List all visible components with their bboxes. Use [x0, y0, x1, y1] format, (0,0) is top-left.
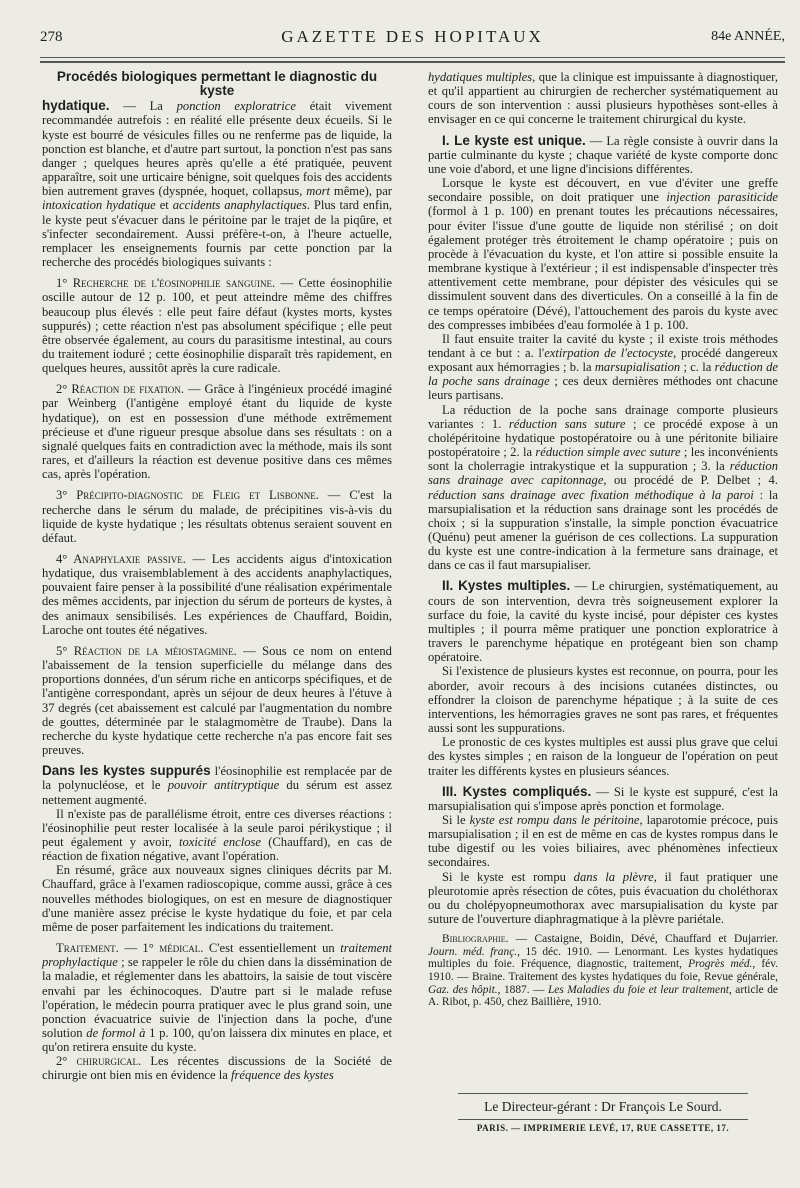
bibliography: Bibliographie. — Castaigne, Boidin, Dévé, Chauffard et Dujarrier. Journ. méd. franç., 15 déc. 1910. — Lenormant. Les kystes hydatiques multiples du foie. Fréquence, diagnostic, traitement, Progrès méd., fév. 1910. — Braine. Traitement des kystes hydatiques du foie, Revue générale, Gaz. des hôpit., 1887. — Les Maladies du foie et leur traitement, article de A. Ribot, p. 450, chez Baillière, 1910. [428, 933, 779, 1009]
traitement-paragraph: Traitement. — 1° médical. C'est essentiellement un traitement prophylactique ; se rappeler le rôle du chien dans la dissémination de la maladie, et réglementer dans les abattoirs, la saisie de tout viscère envahi par les échinocoques. D'autre part si le malade refuse l'opération, le médecin pourra pratiquer avec le plus grand soin, une ponction évacuatrice suivie de l'injection dans la poche, d'une solution de formol à 1 p. 100, qu'on laissera dix minutes en place, et qu'on retirera ensuite du kyste. [42, 941, 392, 1055]
continuation-paragraph: hydatiques multiples, que la clinique est impuissante à diagnostiquer, et qu'il appartient au chirurgien de rechercher systématiquement au cours de son intervention : aussi plusieurs hypothèses sont-elles à envisager en ce qui concerne le traitement chirurgical du kyste. [428, 70, 778, 127]
kystes-compliques-paragraph: III. Kystes compliqués. — Si le kyste est suppuré, c'est la marsupialisation qui s'impose après ponction et formolage. [428, 783, 779, 813]
header-rule [40, 57, 785, 58]
article-heading: Procédés biologiques permettant le diagnostic du kyste [56, 69, 378, 99]
footer-block [428, 1093, 778, 1133]
intro-paragraph: hydatique. — La ponction exploratrice était vivement recommandée autrefois : en réalité elle présente deux écueils. Si le kyste est bourré de vésicules filles ou ne renferme pas de liquide, la ponction est blanche, et d'autre part surtout, la ponction n'est pas sans danger ; quelques heures après qu'elle a été pratiquée, peuvent apparaître, soit une urticaire bénigne, soit quelques fois des accidents bien autrement graves (dyspnée, hoquet, collapsus, mort même), par intoxication hydatique et accidents anaphylactiques. Plus tard enfin, le kyste peut s'évacuer dans le péritoine par le trajet de la piqûre, et s'infecter secondairement. Aussi préfère-t-on, à l'heure actuelle, remplacer les enseignements fournis par cette ponction par la recherche des procédés biologiques suivants : [42, 98, 393, 270]
right-column [428, 70, 778, 1009]
resume-paragraph: En résumé, grâce aux nouveaux signes cliniques décrits par M. Chauffard, grâce à l'examen radioscopique, comme aussi, grâce à ces nouvelles méthodes biologiques, on est en mesure de diagnostiquer d'une manière assez précise le kyste hydatique du foie, et par cela même de poser parfaitement les indications du traitement. [42, 863, 392, 934]
pronostic-paragraph: Le pronostic de ces kystes multiples est aussi plus grave que celui des kystes simples ; en raison de la longueur de l'opération on peut traiter les différents kystes en plusieurs séances. [428, 735, 778, 778]
rompu-peritoine-paragraph: Si le kyste est rompu dans le péritoine, laparotomie précoce, puis marsupialisation ; il en est de même en cas de kystes rompus dans le tube digestif ou les voies biliaires, avec phénomènes infectieux secondaires. [428, 812, 779, 870]
decouverte-paragraph: Lorsque le kyste est découvert, en vue d'éviter une greffe secondaire possible, on doit pratiquer une injection parasiticide (formol à 1 p. 100) en prenant toutes les précautions nécessaires, pour éviter l'issue d'une goutte de liquide non stérilisé ; on doit également protéger très étroitement le champ opératoire ; puis on procède à l'évacuation du kyste, et l'on attire si possible ensuite la membrane kystique à l'extérieur ; il est indispensable d'inspecter très attentivement cette membrane, pour dépister des vésicules qui se dissimulent souvent dans des diverticules. On a conseillé à la fin de ce temps opératoire (Dévé), l'attouchement des parois du kyste avec des compresses imbibées d'eau formolée à 1 p. 100. [428, 176, 778, 332]
section-eosinophilie: 1° Recherche de l'éosinophilie sanguine. — Cette éosinophilie oscille autour de 12 p. 100, et peut atteindre même des chiffres beaucoup plus élevés : elle peut faire défaut (kystes morts, kystes suppurés) ; cette réaction n'est pas absolument spécifique ; elle peut être observée également, au cours du parasitisme intestinal, au cours du traitement ioduré ; cette éosinophilie disparaît très rapidement, en quelques heures, aussitôt après la cure radicale. [42, 276, 392, 376]
kystes-multiples-paragraph: II. Kystes multiples. — Le chirurgien, systématiquement, au cours de son intervention, devra très soigneusement explorer la surface du foie, la cavité du kyste incisé, pour dépister ces kystes multiples ; il pourra même pratiquer une ponction exploratrice à travers le parenchyme hépatique en protégeant bien son champ opératoire. [428, 578, 779, 665]
kyste-unique-paragraph: I. Le kyste est unique. — La règle consiste à ouvrir dans la partie culminante du kyste ; chaque variété de kyste comporte donc une voie d'abord, et une ligne d'incisions différentes. [428, 132, 778, 176]
section-fixation: 2° Réaction de fixation. — Grâce à l'ingénieux procédé imaginé par Weinberg (l'antigène employé étant du liquide de kyste hydatique), on est en possession d'une méthode extrêmement précieuse et d'une rigueur presque absolue dans ses résultats : on a signalé quelques faits en contradiction avec la méthode, mais ils sont rares, et d'ailleurs la réaction est devenue positive dans ces mêmes cas, après l'opération. [42, 382, 392, 482]
reduction-paragraph: La réduction de la poche sans drainage comporte plusieurs variantes : 1. réduction sans suture ; ce procédé expose à un cholépéritoine hydatique postopératoire ou à une péritonite biliaire postopératoire ; 2. la réduction simple avec suture ; les inconvénients sont la cholerragie intrakystique et la suppuration ; 3. la réduction sans drainage avec capitonnage, ou procédé de P. Delbet ; 4. réduction sans drainage avec fixation méthodique à la paroi : la marsupialisation et la réduction sans drainage sont les procédés de choix ; si la suppuration s'installe, la simple ponction évacuatrice (Quénu) peut amener la guérison de ces collections. La suppuration du kyste est une contre-indication à la fermeture sans drainage, et dans ce cas il faut marsupialiser. [428, 402, 778, 573]
page-number: 278 [40, 29, 63, 45]
section-meiostagmine: 5° Réaction de la méiostagmine. — Sous ce nom on entend l'abaissement de la tension superficielle du mélange dans des proportions données, d'un sérum riche en anticorps spécifiques, et de l'antigène correspondant, après un séjour de deux heures à l'étuve à 37 degrés (cet abaissement est calculé par l'augmentation du nombre de gouttes, déterminée par le stalagmomètre de Traube). Dans la recherche du kyste hydatique cette recherche n'a pas encore fait ses preuves. [42, 643, 392, 758]
section-anaphylaxie: 4° Anaphylaxie passive. — Les accidents aigus d'intoxication hydatique, dus vraisemblablement à des accidents anaphylactiques, pouvaient faire penser à la possibilité d'une réalisation expérimentale des mêmes accidents, par injection du sérum de porteurs de kystes, à des animaux sensibilisés. Les expériences de Chauffard, Boidin, Laroche ont toutes été négatives. [42, 552, 392, 637]
header-rule-double [40, 61, 785, 63]
printer-line: PARIS. — IMPRIMERIE LEVÉ, 17, RUE CASSETTE, 17. [476, 1123, 730, 1133]
page-header [40, 27, 785, 51]
suppures-paragraph: Dans les kystes suppurés l'éosinophilie est remplacée par de la polynucléose, et le pouvoir antitryptique du sérum est assez nettement augmenté. [42, 763, 392, 807]
left-column [42, 70, 392, 1083]
cavite-paragraph: Il faut ensuite traiter la cavité du kyste ; il existe trois méthodes tendant à ce but : a. l'extirpation de l'ectocyste, procédé dangereux exposant aux hémorragies ; b. la marsupialisation ; c. la réduction de la poche sans drainage ; ces deux dernières méthodes ont chacune leurs partisans. [428, 331, 778, 403]
chirurgical-paragraph: 2° chirurgical. Les récentes discussions de la Société de chirurgie ont bien mis en évidence la fréquence des kystes [42, 1054, 393, 1083]
existence-paragraph: Si l'existence de plusieurs kystes est reconnue, on pourra, pour les aborder, avoir recours à des incisions cutanées distinctes, ou effondrer la cloison de parenchyme hépatique ; à la suite de ces interventions, les hémorragies graves ne sont pas rares, et fréquentes aussi sont les suppurations. [428, 664, 778, 736]
year-label: 84e ANNÉE, [711, 29, 785, 44]
director-line: Le Directeur-gérant : Dr François Le Sourd. [484, 1099, 722, 1114]
parallelisme-paragraph: Il n'existe pas de parallélisme étroit, entre ces diverses réactions : l'éosinophilie peut rester localisée à la seule paroi périkystique ; il peut également y avoir, toxicité enclose (Chauffard), en cas de réaction de fixation négative, avant l'opération. [42, 806, 392, 864]
journal-title: GAZETTE DES HOPITAUX [281, 27, 544, 46]
footer-rule [458, 1093, 748, 1094]
rompu-plevre-paragraph: Si le kyste est rompu dans la plèvre, il faut pratiquer une pleurotomie après résection de côtes, puis évacuation du choléthorax ou du cholépyopneumothorax avec marsupialisation du kyste par suture de l'ouverture diaphragmatique à la plèvre pariétale. [428, 869, 778, 927]
section-precipito: 3° Précipito-diagnostic de Fleig et Lisbonne. — C'est la recherche dans le sérum du malade, de précipitines vis-à-vis du liquide de kyste hydatique ; les résultats obtenus seraient souvent en défaut. [42, 488, 392, 545]
footer-rule-lower [458, 1119, 748, 1120]
